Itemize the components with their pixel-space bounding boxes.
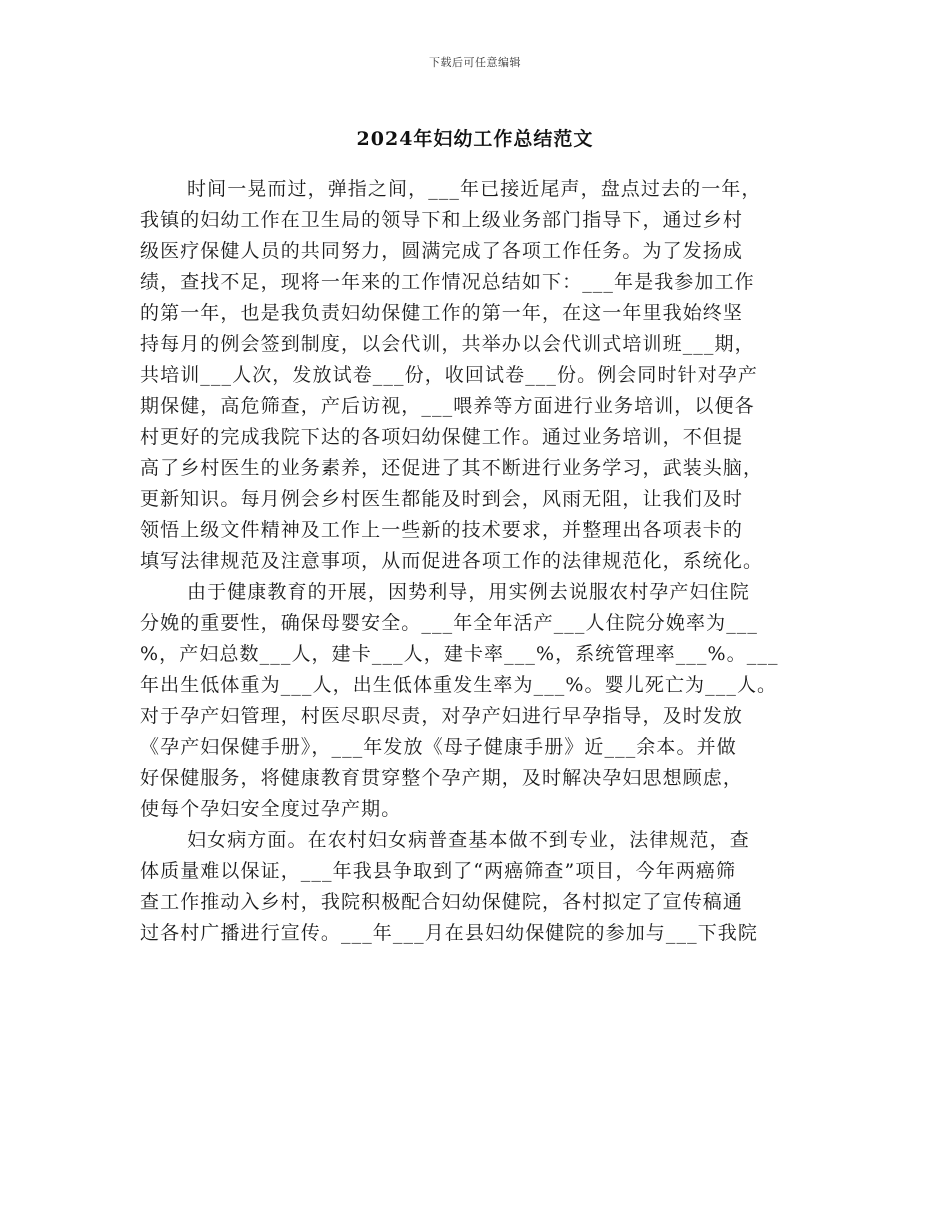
text-line: 绩，查找不足，现将一年来的工作情况总结如下：___年是我参加工作 — [140, 271, 755, 293]
text-line: 查工作推动入乡村，我院积极配合妇幼保健院，各村拟定了宣传稿通 — [140, 891, 744, 913]
text-line: 使每个孕妇安全度过孕产期。 — [140, 798, 402, 820]
text-line: 我镇的妇幼工作在卫生局的领导下和上级业务部门指导下，通过乡村 — [140, 209, 744, 231]
text-line: 年出生低体重为___人，出生低体重发生率为___%。婴儿死亡为___人。 — [140, 674, 778, 696]
text-line: 持每月的例会签到制度，以会代训，共举办以会代训式培训班___期， — [140, 333, 755, 355]
text-line: 填写法律规范及注意事项，从而促进各项工作的法律规范化，系统化。 — [140, 550, 764, 572]
text-line: 对于孕产妇管理，村医尽职尽责，对孕产妇进行早孕指导，及时发放 — [140, 705, 744, 727]
text-line: 级医疗保健人员的共同努力，圆满完成了各项工作任务。为了发扬成 — [140, 240, 744, 262]
text-line: 领悟上级文件精神及工作上一些新的技术要求，并整理出各项表卡的 — [140, 519, 744, 541]
text-line: 共培训___人次，发放试卷___份，收回试卷___份。例会同时针对孕产 — [140, 364, 759, 386]
document-title: 2024年妇幼工作总结范文 — [356, 128, 594, 150]
text-line: 分娩的重要性，确保母婴安全。___年全年活产___人住院分娩率为___ — [140, 612, 759, 634]
text-line: 体质量难以保证，___年我县争取到了“两癌筛查”项目，今年两癌筛 — [140, 860, 737, 882]
text-line: 期保健，高危筛查，产后访视，___喂养等方面进行业务培训，以便各 — [140, 395, 755, 417]
text-line: 好保健服务，将健康教育贯穿整个孕产期，及时解决孕妇思想顾虑， — [140, 767, 744, 789]
document-body — [140, 174, 820, 949]
text-line: 时间一晃而过，弹指之间，___年已接近尾声，盘点过去的一年， — [187, 178, 762, 200]
text-line: 更新知识。每月例会乡村医生都能及时到会，风雨无阻，让我们及时 — [140, 488, 744, 510]
text-line: 村更好的完成我院下达的各项妇幼保健工作。通过业务培训，不但提 — [140, 426, 744, 448]
text-line: %，产妇总数___人，建卡___人，建卡率___%，系统管理率___%。___ — [140, 643, 779, 665]
text-line: 妇女病方面。在农村妇女病普查基本做不到专业，法律规范，查 — [187, 829, 750, 851]
paragraph-3 — [140, 825, 820, 949]
text-line: 《孕产妇保健手册》，___年发放《母子健康手册》近___余本。并做 — [140, 736, 737, 758]
text-line: 过各村广播进行宣传。___年___月在县妇幼保健院的参加与___下我院 — [140, 922, 759, 944]
text-line: 由于健康教育的开展，因势利导，用实例去说服农村孕产妇住院 — [187, 581, 750, 603]
text-line: 的第一年，也是我负责妇幼保健工作的第一年，在这一年里我始终坚 — [140, 302, 744, 324]
paragraph-2 — [140, 577, 820, 825]
text-line: 高了乡村医生的业务素养，还促进了其不断进行业务学习，武装头脑， — [140, 457, 764, 479]
paragraph-1 — [140, 174, 820, 577]
page-header: 下载后可任意编辑 — [429, 56, 521, 69]
